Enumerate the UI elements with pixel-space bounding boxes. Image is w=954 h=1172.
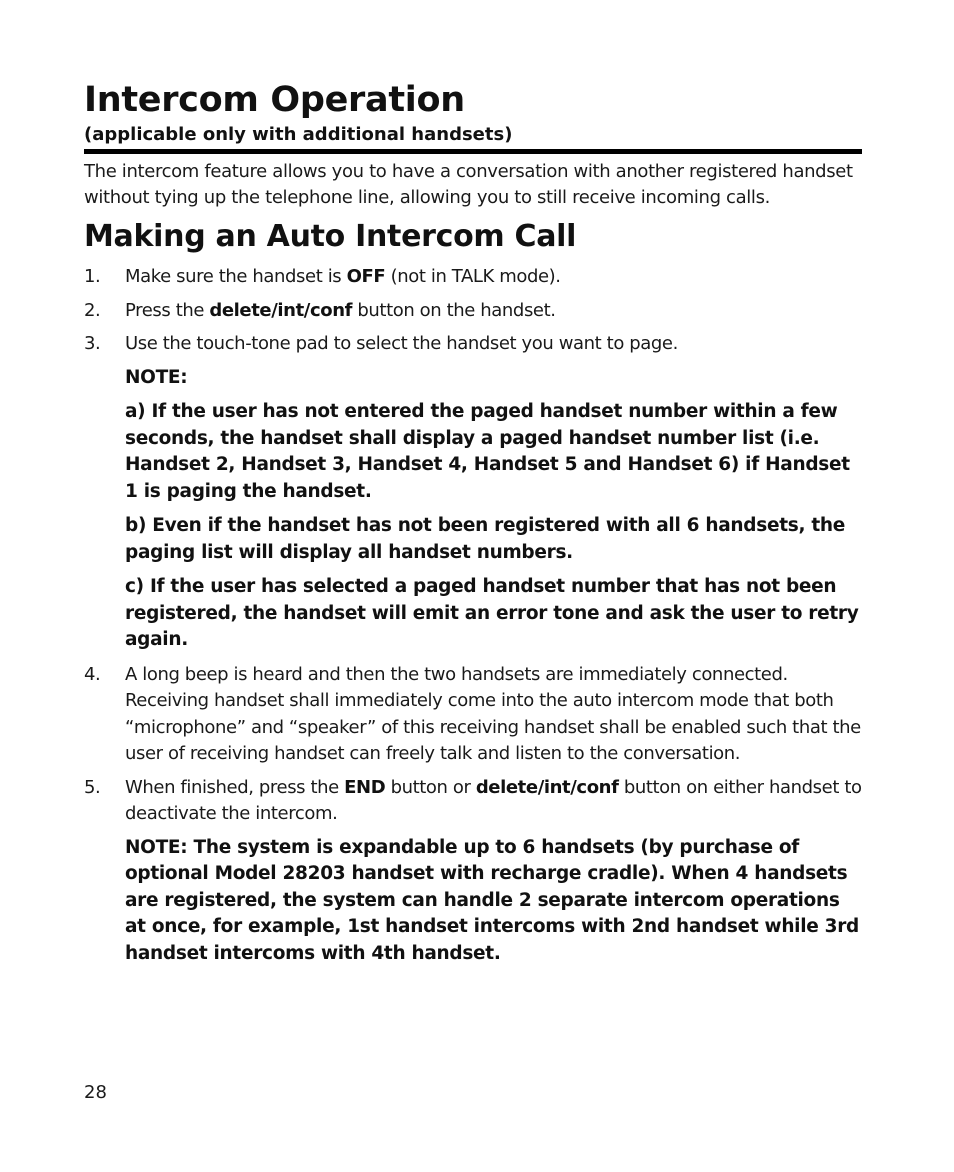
page-subtitle: (applicable only with additional handsets) <box>84 124 513 145</box>
note-paragraph-a: a) If the user has not entered the paged handset number within a few seconds, the handset shall display a paged handset number list (i.e. Handset 2, Handset 3, Handset 4, Handset 5 and Handset 6) if Handset 1 is paging the handset. <box>125 401 850 502</box>
step-item-1 <box>84 264 864 291</box>
step-item-4 <box>84 662 864 768</box>
title-divider <box>84 149 862 154</box>
intro-paragraph: The intercom feature allows you to have a conversation with another registered handset without tying up the telephone line, allowing you to still receive incoming calls. <box>84 161 853 208</box>
step-item-5 <box>84 775 864 828</box>
steps-list <box>84 264 864 975</box>
step-number: 2. <box>84 299 101 321</box>
step-text: When finished, press the <box>125 776 345 798</box>
step-keyword: delete/int/conf <box>209 299 353 321</box>
step-text: (not in TALK mode). <box>385 266 561 287</box>
step-item-2 <box>84 298 864 325</box>
note-paragraph-b: b) Even if the handset has not been registered with all 6 handsets, the paging list will display all handset numbers. <box>125 515 845 563</box>
step-text: button or <box>385 776 476 798</box>
step-number: 4. <box>84 663 101 685</box>
step-text: Press the <box>125 299 210 321</box>
step-keyword: delete/int/conf <box>475 776 619 798</box>
step-number: 1. <box>84 266 101 287</box>
step-keyword: END <box>344 776 386 798</box>
step-number: 5. <box>84 776 101 798</box>
step-number: 3. <box>84 333 101 354</box>
step-text: Make sure the handset is <box>125 266 347 287</box>
step-text: button on either handset to deactivate the intercom. <box>125 776 862 824</box>
step-text: button on the handset. <box>352 299 556 321</box>
note-paragraph-expansion: NOTE: The system is expandable up to 6 handsets (by purchase of optional Model 28203 handset with recharge cradle). When 4 handsets are registered, the system can handle 2 separate intercom operations at once, for example, 1st handset intercoms with 2nd handset while 3rd handset intercoms with 4th handset. <box>125 836 859 964</box>
section-title: Making an Auto Intercom Call <box>84 219 577 254</box>
note-paragraph-c: c) If the user has selected a paged handset number that has not been registered, the handset will emit an error tone and ask the user to retry again. <box>125 576 859 650</box>
step-keyword: OFF <box>346 266 386 287</box>
page-title: Intercom Operation <box>84 80 465 120</box>
note-block-paging <box>84 365 864 654</box>
page-number: 28 <box>84 1082 107 1103</box>
note-heading: NOTE: <box>125 366 188 388</box>
step-text: A long beep is heard and then the two handsets are immediately connected. Receiving handset shall immediately come into the auto intercom mode that both “microphone” and “speaker” of this receiving handset shall be enabled such that the user of receiving handset can freely talk and listen to the conversation. <box>125 663 861 764</box>
note-block-expansion <box>84 835 864 968</box>
step-text: Use the touch-tone pad to select the handset you want to page. <box>125 333 678 354</box>
step-item-3 <box>84 331 864 358</box>
